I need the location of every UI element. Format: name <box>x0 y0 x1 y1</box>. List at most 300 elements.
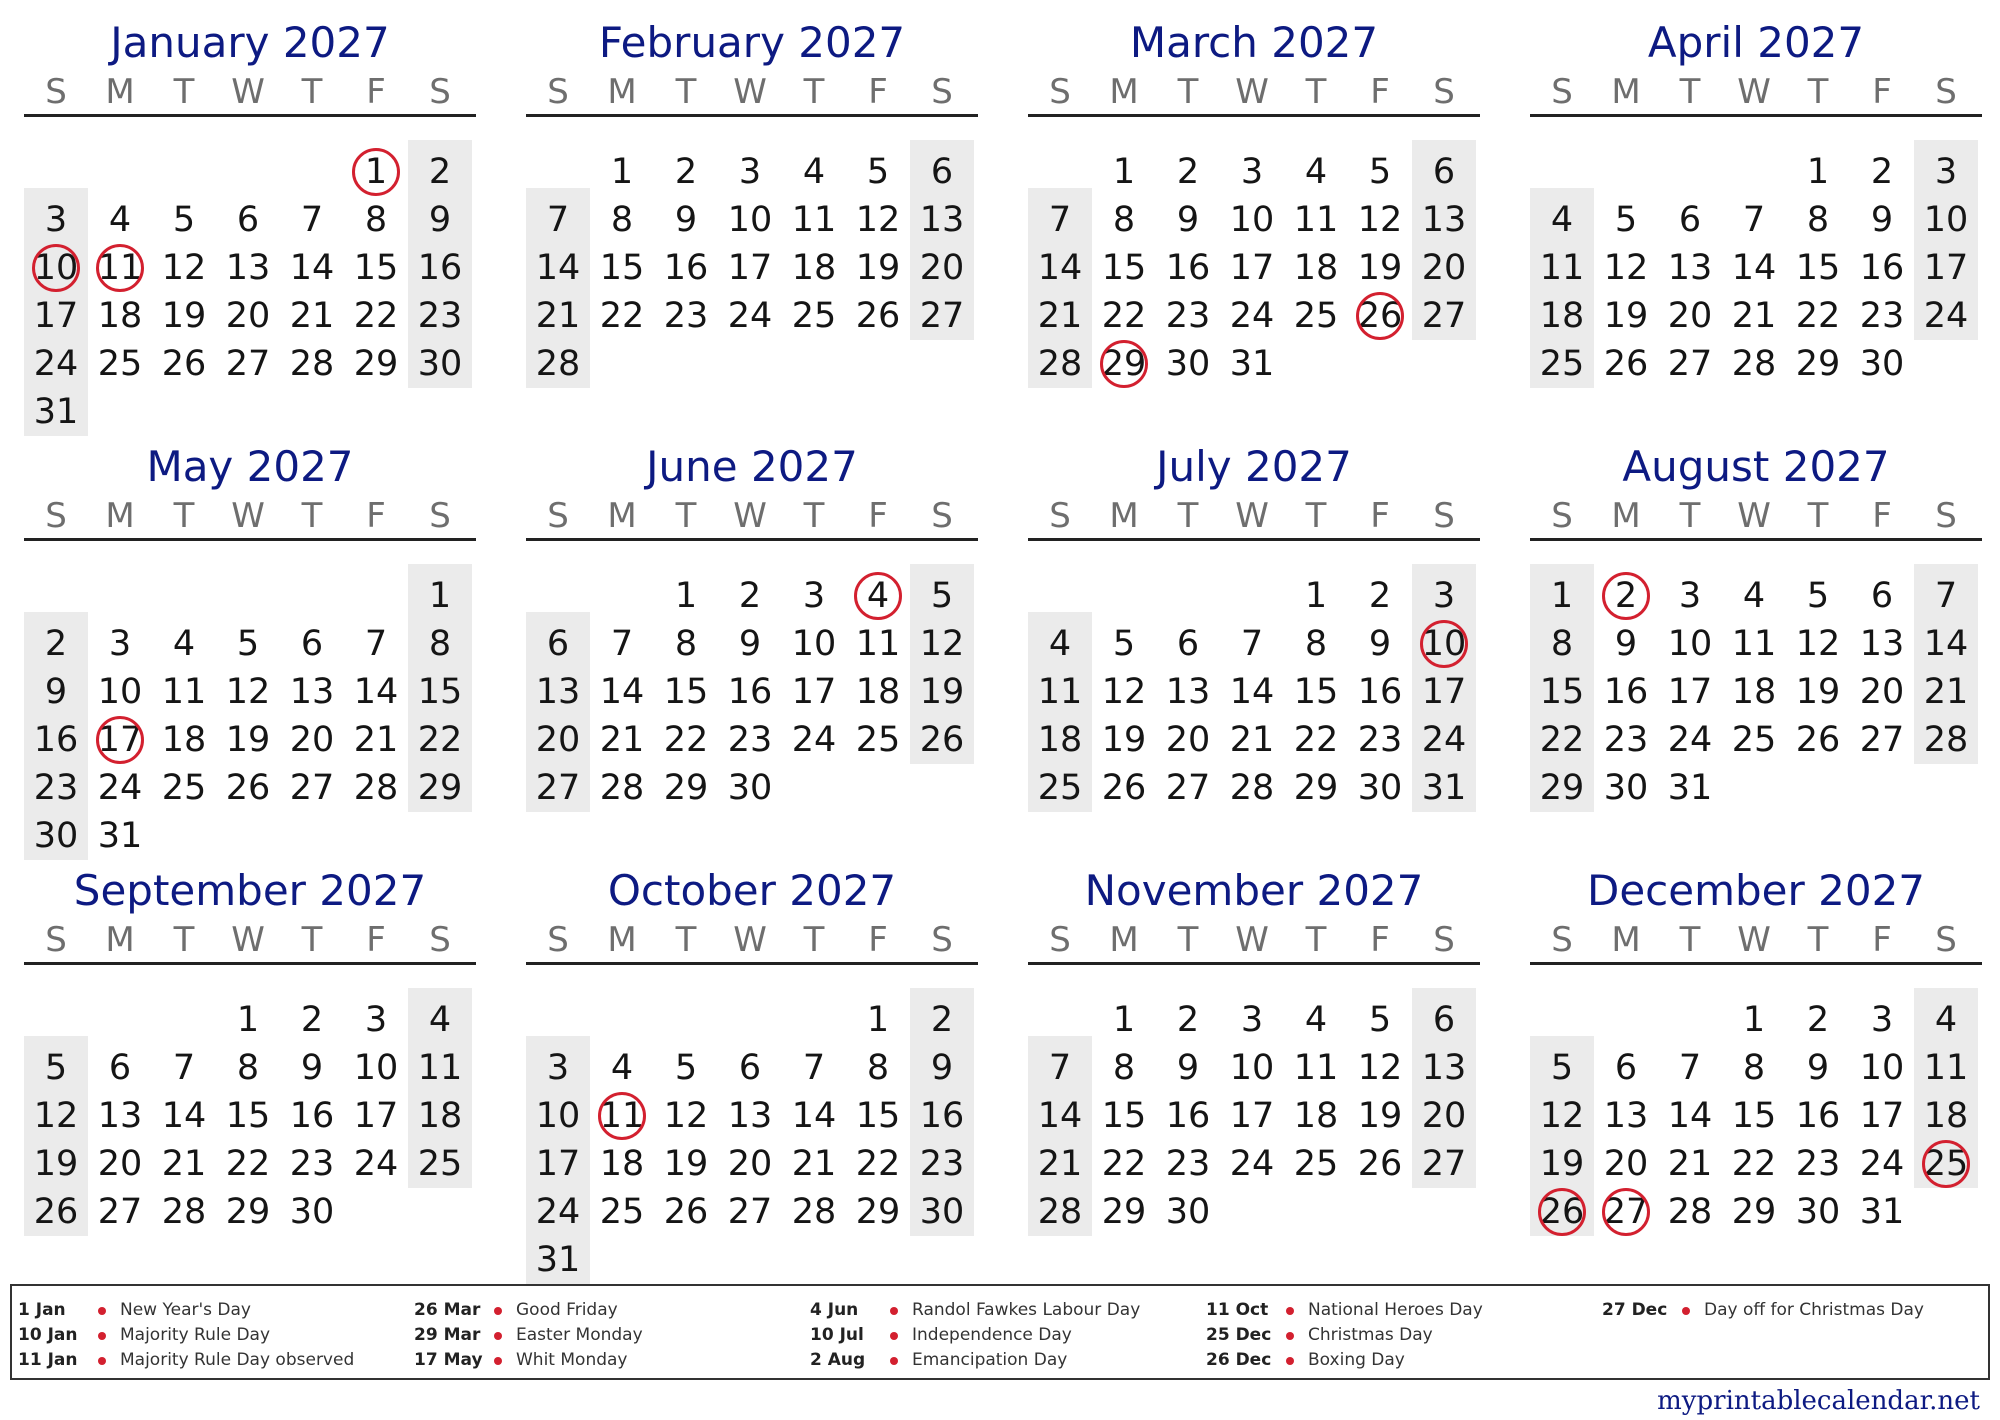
day-cell[interactable]: 28 <box>353 768 399 808</box>
day-cell[interactable]: 13 <box>1603 1096 1649 1136</box>
day-cell[interactable]: 20 <box>225 296 271 336</box>
day-cell[interactable]: 20 <box>919 248 965 288</box>
day-cell[interactable]: 27 <box>289 768 335 808</box>
day-cell[interactable]: 12 <box>855 200 901 240</box>
day-cell[interactable]: 8 <box>1304 624 1328 664</box>
day-cell[interactable]: 3 <box>1934 152 1958 192</box>
day-cell[interactable]: 6 <box>108 1048 132 1088</box>
day-cell[interactable]: 16 <box>663 248 709 288</box>
day-cell[interactable]: 13 <box>1421 1048 1467 1088</box>
day-cell[interactable]: 27 <box>1165 768 1211 808</box>
day-cell[interactable]: 13 <box>1165 672 1211 712</box>
day-cell[interactable]: 11 <box>1293 1048 1339 1088</box>
day-cell[interactable]: 18 <box>161 720 207 760</box>
day-cell[interactable]: 26 <box>855 296 901 336</box>
day-cell[interactable]: 21 <box>535 296 581 336</box>
day-cell[interactable]: 9 <box>1176 1048 1200 1088</box>
day-cell[interactable]: 11 <box>1731 624 1777 664</box>
day-cell[interactable]: 21 <box>1037 296 1083 336</box>
day-cell[interactable]: 7 <box>1048 200 1072 240</box>
day-cell[interactable]: 4 <box>846 572 910 620</box>
day-cell[interactable]: 22 <box>1101 296 1147 336</box>
day-cell[interactable]: 14 <box>599 672 645 712</box>
day-cell[interactable]: 26 <box>663 1192 709 1232</box>
day-cell[interactable]: 26 <box>1795 720 1841 760</box>
day-cell[interactable]: 18 <box>791 248 837 288</box>
day-cell[interactable]: 19 <box>855 248 901 288</box>
day-cell[interactable]: 4 <box>1934 1000 1958 1040</box>
day-cell[interactable]: 18 <box>1293 1096 1339 1136</box>
day-cell[interactable]: 31 <box>535 1240 581 1280</box>
day-cell[interactable]: 11 <box>1923 1048 1969 1088</box>
day-cell[interactable]: 6 <box>1870 576 1894 616</box>
day-cell[interactable]: 23 <box>33 768 79 808</box>
day-cell[interactable]: 2 <box>428 152 452 192</box>
day-cell[interactable]: 1 <box>344 148 408 196</box>
day-cell[interactable]: 15 <box>1101 248 1147 288</box>
day-cell[interactable]: 25 <box>1731 720 1777 760</box>
day-cell[interactable]: 9 <box>1176 200 1200 240</box>
day-cell[interactable]: 8 <box>1550 624 1574 664</box>
day-cell[interactable]: 14 <box>1037 248 1083 288</box>
day-cell[interactable]: 17 <box>1229 1096 1275 1136</box>
day-cell[interactable]: 9 <box>1614 624 1638 664</box>
day-cell[interactable]: 16 <box>33 720 79 760</box>
day-cell[interactable]: 1 <box>1112 152 1136 192</box>
day-cell[interactable]: 13 <box>535 672 581 712</box>
day-cell[interactable]: 1 <box>428 576 452 616</box>
day-cell[interactable]: 20 <box>289 720 335 760</box>
day-cell[interactable]: 10 <box>1229 1048 1275 1088</box>
day-cell[interactable]: 19 <box>161 296 207 336</box>
day-cell[interactable]: 28 <box>161 1192 207 1232</box>
site-url[interactable]: myprintablecalendar.net <box>1657 1386 1980 1416</box>
day-cell[interactable]: 16 <box>1165 1096 1211 1136</box>
day-cell[interactable]: 28 <box>1923 720 1969 760</box>
day-cell[interactable]: 16 <box>417 248 463 288</box>
day-cell[interactable]: 17 <box>353 1096 399 1136</box>
day-cell[interactable]: 3 <box>364 1000 388 1040</box>
day-cell[interactable]: 12 <box>663 1096 709 1136</box>
day-cell[interactable]: 25 <box>599 1192 645 1232</box>
day-cell[interactable]: 15 <box>1101 1096 1147 1136</box>
day-cell[interactable]: 18 <box>599 1144 645 1184</box>
day-cell[interactable]: 4 <box>610 1048 634 1088</box>
day-cell[interactable]: 5 <box>866 152 890 192</box>
day-cell[interactable]: 12 <box>33 1096 79 1136</box>
day-cell[interactable]: 10 <box>727 200 773 240</box>
day-cell[interactable]: 12 <box>225 672 271 712</box>
day-cell[interactable]: 31 <box>1421 768 1467 808</box>
day-cell[interactable]: 27 <box>97 1192 143 1232</box>
day-cell[interactable]: 20 <box>1421 1096 1467 1136</box>
day-cell[interactable]: 19 <box>1795 672 1841 712</box>
day-cell[interactable]: 23 <box>919 1144 965 1184</box>
day-cell[interactable]: 21 <box>353 720 399 760</box>
day-cell[interactable]: 20 <box>1667 296 1713 336</box>
day-cell[interactable]: 6 <box>236 200 260 240</box>
day-cell[interactable]: 22 <box>599 296 645 336</box>
day-cell[interactable]: 28 <box>535 344 581 384</box>
day-cell[interactable]: 8 <box>866 1048 890 1088</box>
day-cell[interactable]: 24 <box>1859 1144 1905 1184</box>
day-cell[interactable]: 13 <box>1421 200 1467 240</box>
day-cell[interactable]: 19 <box>33 1144 79 1184</box>
day-cell[interactable]: 30 <box>1357 768 1403 808</box>
day-cell[interactable]: 8 <box>674 624 698 664</box>
day-cell[interactable]: 19 <box>663 1144 709 1184</box>
day-cell[interactable]: 28 <box>1731 344 1777 384</box>
day-cell[interactable]: 12 <box>161 248 207 288</box>
day-cell[interactable]: 8 <box>364 200 388 240</box>
day-cell[interactable]: 5 <box>674 1048 698 1088</box>
day-cell[interactable]: 17 <box>791 672 837 712</box>
day-cell[interactable]: 30 <box>1165 344 1211 384</box>
day-cell[interactable]: 22 <box>353 296 399 336</box>
day-cell[interactable]: 29 <box>855 1192 901 1232</box>
day-cell[interactable]: 12 <box>1539 1096 1585 1136</box>
day-cell[interactable]: 1 <box>1112 1000 1136 1040</box>
day-cell[interactable]: 12 <box>919 624 965 664</box>
day-cell[interactable]: 18 <box>1923 1096 1969 1136</box>
day-cell[interactable]: 22 <box>417 720 463 760</box>
day-cell[interactable]: 13 <box>97 1096 143 1136</box>
day-cell[interactable]: 20 <box>1165 720 1211 760</box>
day-cell[interactable]: 16 <box>1165 248 1211 288</box>
day-cell[interactable]: 25 <box>1914 1140 1978 1188</box>
day-cell[interactable]: 15 <box>1539 672 1585 712</box>
day-cell[interactable]: 16 <box>1795 1096 1841 1136</box>
day-cell[interactable]: 17 <box>88 716 152 764</box>
day-cell[interactable]: 29 <box>1293 768 1339 808</box>
day-cell[interactable]: 11 <box>1293 200 1339 240</box>
day-cell[interactable]: 14 <box>1667 1096 1713 1136</box>
day-cell[interactable]: 9 <box>930 1048 954 1088</box>
day-cell[interactable]: 10 <box>791 624 837 664</box>
day-cell[interactable]: 27 <box>1594 1188 1658 1236</box>
day-cell[interactable]: 28 <box>599 768 645 808</box>
day-cell[interactable]: 7 <box>300 200 324 240</box>
day-cell[interactable]: 18 <box>1037 720 1083 760</box>
day-cell[interactable]: 6 <box>1678 200 1702 240</box>
day-cell[interactable]: 27 <box>1667 344 1713 384</box>
day-cell[interactable]: 10 <box>353 1048 399 1088</box>
day-cell[interactable]: 26 <box>225 768 271 808</box>
day-cell[interactable]: 11 <box>590 1092 654 1140</box>
day-cell[interactable]: 23 <box>1165 1144 1211 1184</box>
day-cell[interactable]: 3 <box>108 624 132 664</box>
day-cell[interactable]: 10 <box>1667 624 1713 664</box>
day-cell[interactable]: 4 <box>428 1000 452 1040</box>
day-cell[interactable]: 10 <box>535 1096 581 1136</box>
day-cell[interactable]: 8 <box>428 624 452 664</box>
day-cell[interactable]: 13 <box>919 200 965 240</box>
day-cell[interactable]: 1 <box>1550 576 1574 616</box>
day-cell[interactable]: 9 <box>1870 200 1894 240</box>
day-cell[interactable]: 13 <box>289 672 335 712</box>
day-cell[interactable]: 21 <box>599 720 645 760</box>
day-cell[interactable]: 30 <box>289 1192 335 1232</box>
day-cell[interactable]: 30 <box>1165 1192 1211 1232</box>
day-cell[interactable]: 23 <box>1603 720 1649 760</box>
day-cell[interactable]: 23 <box>1859 296 1905 336</box>
day-cell[interactable]: 15 <box>1795 248 1841 288</box>
day-cell[interactable]: 3 <box>546 1048 570 1088</box>
day-cell[interactable]: 11 <box>1037 672 1083 712</box>
day-cell[interactable]: 22 <box>225 1144 271 1184</box>
day-cell[interactable]: 8 <box>1112 1048 1136 1088</box>
day-cell[interactable]: 28 <box>289 344 335 384</box>
day-cell[interactable]: 17 <box>535 1144 581 1184</box>
day-cell[interactable]: 16 <box>1859 248 1905 288</box>
day-cell[interactable]: 26 <box>161 344 207 384</box>
day-cell[interactable]: 7 <box>1934 576 1958 616</box>
day-cell[interactable]: 8 <box>1742 1048 1766 1088</box>
day-cell[interactable]: 24 <box>535 1192 581 1232</box>
day-cell[interactable]: 19 <box>1603 296 1649 336</box>
day-cell[interactable]: 7 <box>802 1048 826 1088</box>
day-cell[interactable]: 27 <box>919 296 965 336</box>
day-cell[interactable]: 30 <box>919 1192 965 1232</box>
day-cell[interactable]: 20 <box>1421 248 1467 288</box>
day-cell[interactable]: 29 <box>1101 1192 1147 1232</box>
day-cell[interactable]: 22 <box>1539 720 1585 760</box>
day-cell[interactable]: 11 <box>1539 248 1585 288</box>
day-cell[interactable]: 9 <box>428 200 452 240</box>
day-cell[interactable]: 16 <box>919 1096 965 1136</box>
day-cell[interactable]: 3 <box>1240 1000 1264 1040</box>
day-cell[interactable]: 18 <box>97 296 143 336</box>
day-cell[interactable]: 19 <box>1101 720 1147 760</box>
day-cell[interactable]: 16 <box>1357 672 1403 712</box>
day-cell[interactable]: 26 <box>1357 1144 1403 1184</box>
day-cell[interactable]: 2 <box>930 1000 954 1040</box>
day-cell[interactable]: 25 <box>1293 296 1339 336</box>
day-cell[interactable]: 21 <box>1229 720 1275 760</box>
day-cell[interactable]: 4 <box>1048 624 1072 664</box>
day-cell[interactable]: 20 <box>1859 672 1905 712</box>
day-cell[interactable]: 12 <box>1795 624 1841 664</box>
day-cell[interactable]: 4 <box>172 624 196 664</box>
day-cell[interactable]: 2 <box>1176 1000 1200 1040</box>
day-cell[interactable]: 17 <box>1229 248 1275 288</box>
day-cell[interactable]: 28 <box>1667 1192 1713 1232</box>
day-cell[interactable]: 3 <box>44 200 68 240</box>
day-cell[interactable]: 26 <box>1101 768 1147 808</box>
day-cell[interactable]: 2 <box>1870 152 1894 192</box>
day-cell[interactable]: 1 <box>674 576 698 616</box>
day-cell[interactable]: 10 <box>1412 620 1476 668</box>
day-cell[interactable]: 29 <box>1092 340 1156 388</box>
day-cell[interactable]: 25 <box>855 720 901 760</box>
day-cell[interactable]: 22 <box>1293 720 1339 760</box>
day-cell[interactable]: 23 <box>1357 720 1403 760</box>
day-cell[interactable]: 3 <box>1870 1000 1894 1040</box>
day-cell[interactable]: 1 <box>1806 152 1830 192</box>
day-cell[interactable]: 30 <box>417 344 463 384</box>
day-cell[interactable]: 27 <box>727 1192 773 1232</box>
day-cell[interactable]: 28 <box>791 1192 837 1232</box>
day-cell[interactable]: 21 <box>791 1144 837 1184</box>
day-cell[interactable]: 15 <box>663 672 709 712</box>
day-cell[interactable]: 7 <box>1048 1048 1072 1088</box>
day-cell[interactable]: 23 <box>663 296 709 336</box>
day-cell[interactable]: 20 <box>727 1144 773 1184</box>
day-cell[interactable]: 1 <box>1742 1000 1766 1040</box>
day-cell[interactable]: 23 <box>289 1144 335 1184</box>
day-cell[interactable]: 9 <box>1806 1048 1830 1088</box>
day-cell[interactable]: 31 <box>1667 768 1713 808</box>
day-cell[interactable]: 5 <box>1614 200 1638 240</box>
day-cell[interactable]: 17 <box>1859 1096 1905 1136</box>
day-cell[interactable]: 20 <box>1603 1144 1649 1184</box>
day-cell[interactable]: 15 <box>599 248 645 288</box>
day-cell[interactable]: 11 <box>88 244 152 292</box>
day-cell[interactable]: 18 <box>417 1096 463 1136</box>
day-cell[interactable]: 14 <box>791 1096 837 1136</box>
day-cell[interactable]: 30 <box>1859 344 1905 384</box>
day-cell[interactable]: 15 <box>1731 1096 1777 1136</box>
day-cell[interactable]: 18 <box>855 672 901 712</box>
day-cell[interactable]: 14 <box>1731 248 1777 288</box>
day-cell[interactable]: 5 <box>1806 576 1830 616</box>
day-cell[interactable]: 13 <box>1667 248 1713 288</box>
day-cell[interactable]: 24 <box>33 344 79 384</box>
day-cell[interactable]: 25 <box>161 768 207 808</box>
day-cell[interactable]: 24 <box>1229 296 1275 336</box>
day-cell[interactable]: 2 <box>738 576 762 616</box>
day-cell[interactable]: 25 <box>1037 768 1083 808</box>
day-cell[interactable]: 28 <box>1037 1192 1083 1232</box>
day-cell[interactable]: 1 <box>866 1000 890 1040</box>
day-cell[interactable]: 27 <box>1421 296 1467 336</box>
day-cell[interactable]: 5 <box>44 1048 68 1088</box>
day-cell[interactable]: 21 <box>289 296 335 336</box>
day-cell[interactable]: 17 <box>1421 672 1467 712</box>
day-cell[interactable]: 14 <box>1229 672 1275 712</box>
day-cell[interactable]: 13 <box>225 248 271 288</box>
day-cell[interactable]: 6 <box>1432 1000 1456 1040</box>
day-cell[interactable]: 17 <box>1923 248 1969 288</box>
day-cell[interactable]: 24 <box>1923 296 1969 336</box>
day-cell[interactable]: 5 <box>236 624 260 664</box>
day-cell[interactable]: 16 <box>1603 672 1649 712</box>
day-cell[interactable]: 31 <box>1859 1192 1905 1232</box>
day-cell[interactable]: 25 <box>97 344 143 384</box>
day-cell[interactable]: 7 <box>610 624 634 664</box>
day-cell[interactable]: 24 <box>97 768 143 808</box>
day-cell[interactable]: 15 <box>225 1096 271 1136</box>
day-cell[interactable]: 25 <box>417 1144 463 1184</box>
day-cell[interactable]: 10 <box>1229 200 1275 240</box>
day-cell[interactable]: 10 <box>1923 200 1969 240</box>
day-cell[interactable]: 2 <box>674 152 698 192</box>
day-cell[interactable]: 27 <box>1421 1144 1467 1184</box>
day-cell[interactable]: 12 <box>1357 200 1403 240</box>
day-cell[interactable]: 8 <box>610 200 634 240</box>
day-cell[interactable]: 9 <box>738 624 762 664</box>
day-cell[interactable]: 23 <box>417 296 463 336</box>
day-cell[interactable]: 2 <box>44 624 68 664</box>
day-cell[interactable]: 6 <box>1432 152 1456 192</box>
day-cell[interactable]: 4 <box>1742 576 1766 616</box>
day-cell[interactable]: 27 <box>225 344 271 384</box>
day-cell[interactable]: 29 <box>225 1192 271 1232</box>
day-cell[interactable]: 19 <box>919 672 965 712</box>
day-cell[interactable]: 10 <box>24 244 88 292</box>
day-cell[interactable]: 6 <box>930 152 954 192</box>
day-cell[interactable]: 4 <box>1304 1000 1328 1040</box>
day-cell[interactable]: 3 <box>802 576 826 616</box>
day-cell[interactable]: 15 <box>353 248 399 288</box>
day-cell[interactable]: 26 <box>919 720 965 760</box>
day-cell[interactable]: 15 <box>855 1096 901 1136</box>
day-cell[interactable]: 29 <box>1539 768 1585 808</box>
day-cell[interactable]: 2 <box>1176 152 1200 192</box>
day-cell[interactable]: 20 <box>535 720 581 760</box>
day-cell[interactable]: 28 <box>1229 768 1275 808</box>
day-cell[interactable]: 21 <box>1667 1144 1713 1184</box>
day-cell[interactable]: 10 <box>1859 1048 1905 1088</box>
day-cell[interactable]: 19 <box>1357 248 1403 288</box>
day-cell[interactable]: 16 <box>727 672 773 712</box>
day-cell[interactable]: 5 <box>1368 152 1392 192</box>
day-cell[interactable]: 11 <box>161 672 207 712</box>
day-cell[interactable]: 19 <box>225 720 271 760</box>
day-cell[interactable]: 25 <box>1293 1144 1339 1184</box>
day-cell[interactable]: 23 <box>1795 1144 1841 1184</box>
day-cell[interactable]: 12 <box>1357 1048 1403 1088</box>
day-cell[interactable]: 11 <box>855 624 901 664</box>
day-cell[interactable]: 31 <box>97 816 143 856</box>
day-cell[interactable]: 11 <box>791 200 837 240</box>
day-cell[interactable]: 2 <box>300 1000 324 1040</box>
day-cell[interactable]: 24 <box>353 1144 399 1184</box>
day-cell[interactable]: 5 <box>172 200 196 240</box>
day-cell[interactable]: 31 <box>33 392 79 432</box>
day-cell[interactable]: 21 <box>1923 672 1969 712</box>
day-cell[interactable]: 24 <box>791 720 837 760</box>
day-cell[interactable]: 20 <box>97 1144 143 1184</box>
day-cell[interactable]: 17 <box>1667 672 1713 712</box>
day-cell[interactable]: 9 <box>1368 624 1392 664</box>
day-cell[interactable]: 14 <box>289 248 335 288</box>
day-cell[interactable]: 3 <box>1678 576 1702 616</box>
day-cell[interactable]: 25 <box>791 296 837 336</box>
day-cell[interactable]: 17 <box>33 296 79 336</box>
day-cell[interactable]: 15 <box>417 672 463 712</box>
day-cell[interactable]: 18 <box>1293 248 1339 288</box>
day-cell[interactable]: 22 <box>1795 296 1841 336</box>
day-cell[interactable]: 5 <box>1112 624 1136 664</box>
day-cell[interactable]: 29 <box>1795 344 1841 384</box>
day-cell[interactable]: 13 <box>727 1096 773 1136</box>
day-cell[interactable]: 5 <box>1550 1048 1574 1088</box>
day-cell[interactable]: 4 <box>1304 152 1328 192</box>
day-cell[interactable]: 14 <box>1037 1096 1083 1136</box>
day-cell[interactable]: 8 <box>236 1048 260 1088</box>
day-cell[interactable]: 7 <box>172 1048 196 1088</box>
day-cell[interactable]: 26 <box>1603 344 1649 384</box>
day-cell[interactable]: 14 <box>353 672 399 712</box>
day-cell[interactable]: 9 <box>44 672 68 712</box>
day-cell[interactable]: 7 <box>1240 624 1264 664</box>
day-cell[interactable]: 30 <box>1603 768 1649 808</box>
day-cell[interactable]: 26 <box>33 1192 79 1232</box>
day-cell[interactable]: 22 <box>1101 1144 1147 1184</box>
day-cell[interactable]: 9 <box>674 200 698 240</box>
day-cell[interactable]: 26 <box>1348 292 1412 340</box>
